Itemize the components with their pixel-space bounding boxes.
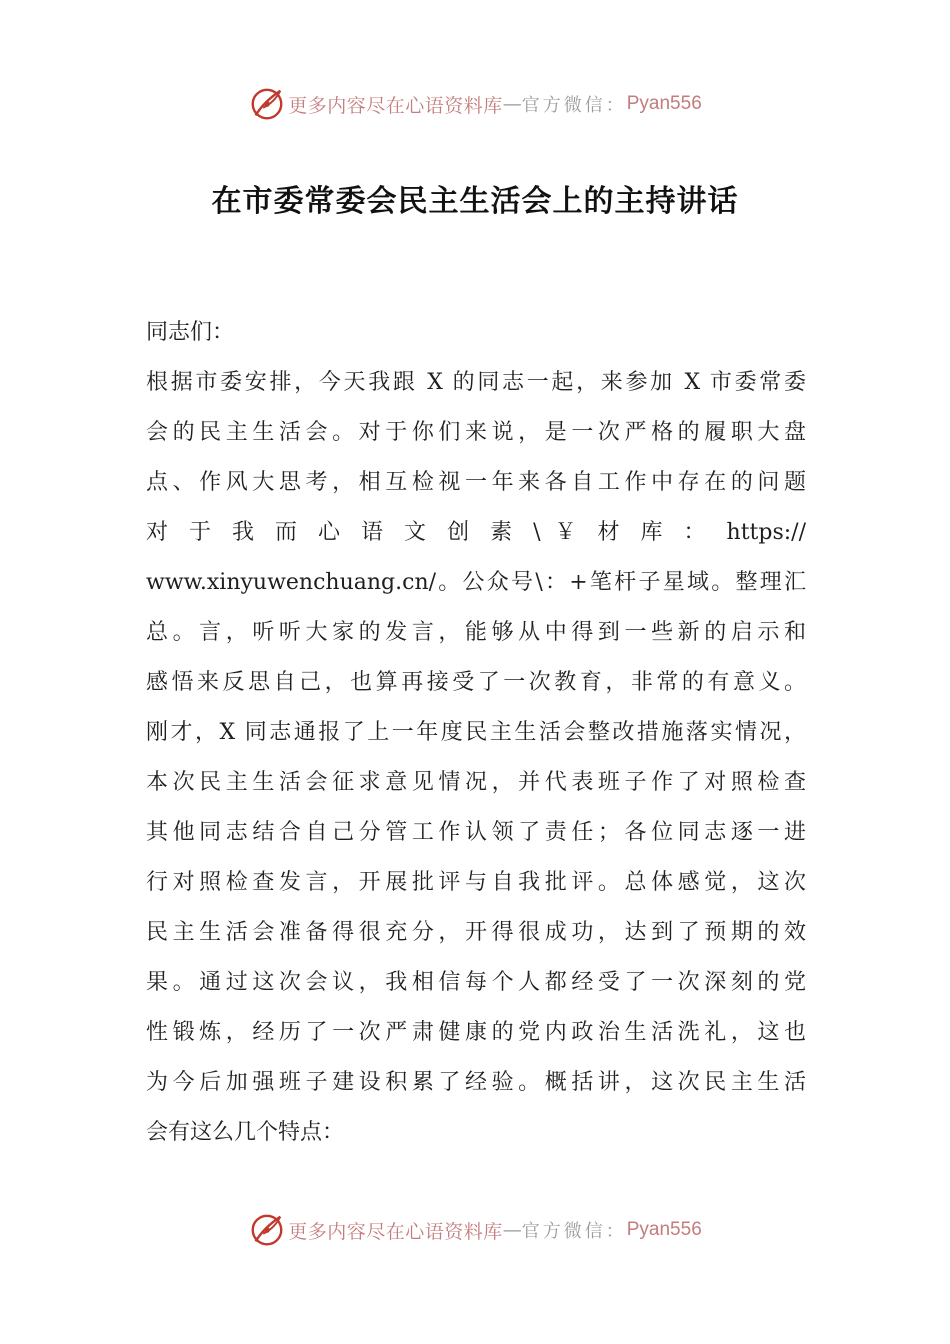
banner-wechat-id: Pyan556 <box>626 1219 702 1240</box>
body-line: 根据市委安排，今天我跟 X 的同志一起，来参加 X 市委常委 <box>146 370 806 395</box>
body-line: 同志们： <box>146 320 235 345</box>
body-line: 性锻炼，经历了一次严肃健康的党内政治生活洗礼，这也 <box>146 1020 806 1045</box>
body-line: 果。通过这次会议，我相信每个人都经受了一次深刻的党 <box>146 970 806 995</box>
body-line: 会有这么几个特点： <box>146 1120 345 1145</box>
quill-logo-icon <box>248 85 286 123</box>
banner-text: 更多内容尽在心语资料库 <box>288 94 503 117</box>
document-title: 在市委常委会民主生活会上的主持讲话 <box>211 184 739 219</box>
banner-separator: — <box>502 1219 522 1241</box>
banner-text: 更多内容尽在心语资料库 <box>288 1220 503 1243</box>
banner-wechat-label: 官方微信： <box>521 95 627 116</box>
body-line: 本次民主生活会征求意见情况，并代表班子作了对照检查 <box>146 770 806 795</box>
banner-wechat-label: 官方微信： <box>521 1221 627 1242</box>
body-line: 其他同志结合自己分管工作认领了责任；各位同志逐一进 <box>146 820 806 845</box>
footer-banner <box>0 1208 950 1252</box>
body-line: www.xinyuwenchuang.cn/。公众号\：+笔杆子星域。整理汇 <box>146 570 806 595</box>
banner-wechat-id: Pyan556 <box>626 93 702 114</box>
body-line: 会的民主生活会。对于你们来说，是一次严格的履职大盘 <box>146 420 806 445</box>
body-line: 点、作风大思考，相互检视一年来各自工作中存在的问题 <box>146 470 806 495</box>
body-line: 民主生活会准备得很充分，开得很成功，达到了预期的效 <box>146 920 806 945</box>
body-line: 行对照检查发言，开展批评与自我批评。总体感觉，这次 <box>146 870 806 895</box>
document-body <box>146 308 806 1158</box>
quill-logo-icon <box>248 1211 286 1249</box>
body-line: 刚才，X 同志通报了上一年度民主生活会整改措施落实情况， <box>146 720 806 745</box>
body-line: 为今后加强班子建设积累了经验。概括讲，这次民主生活 <box>146 1070 806 1095</box>
banner-separator: — <box>502 93 522 115</box>
body-line: 总。言，听听大家的发言，能够从中得到一些新的启示和 <box>146 620 806 645</box>
header-banner <box>0 82 950 126</box>
body-line: 感悟来反思自己，也算再接受了一次教育，非常的有意义。 <box>146 670 806 695</box>
body-line: 对 于 我 而 心 语 文 创 素 \ ￥ 材 库 ： https:// <box>146 520 806 545</box>
